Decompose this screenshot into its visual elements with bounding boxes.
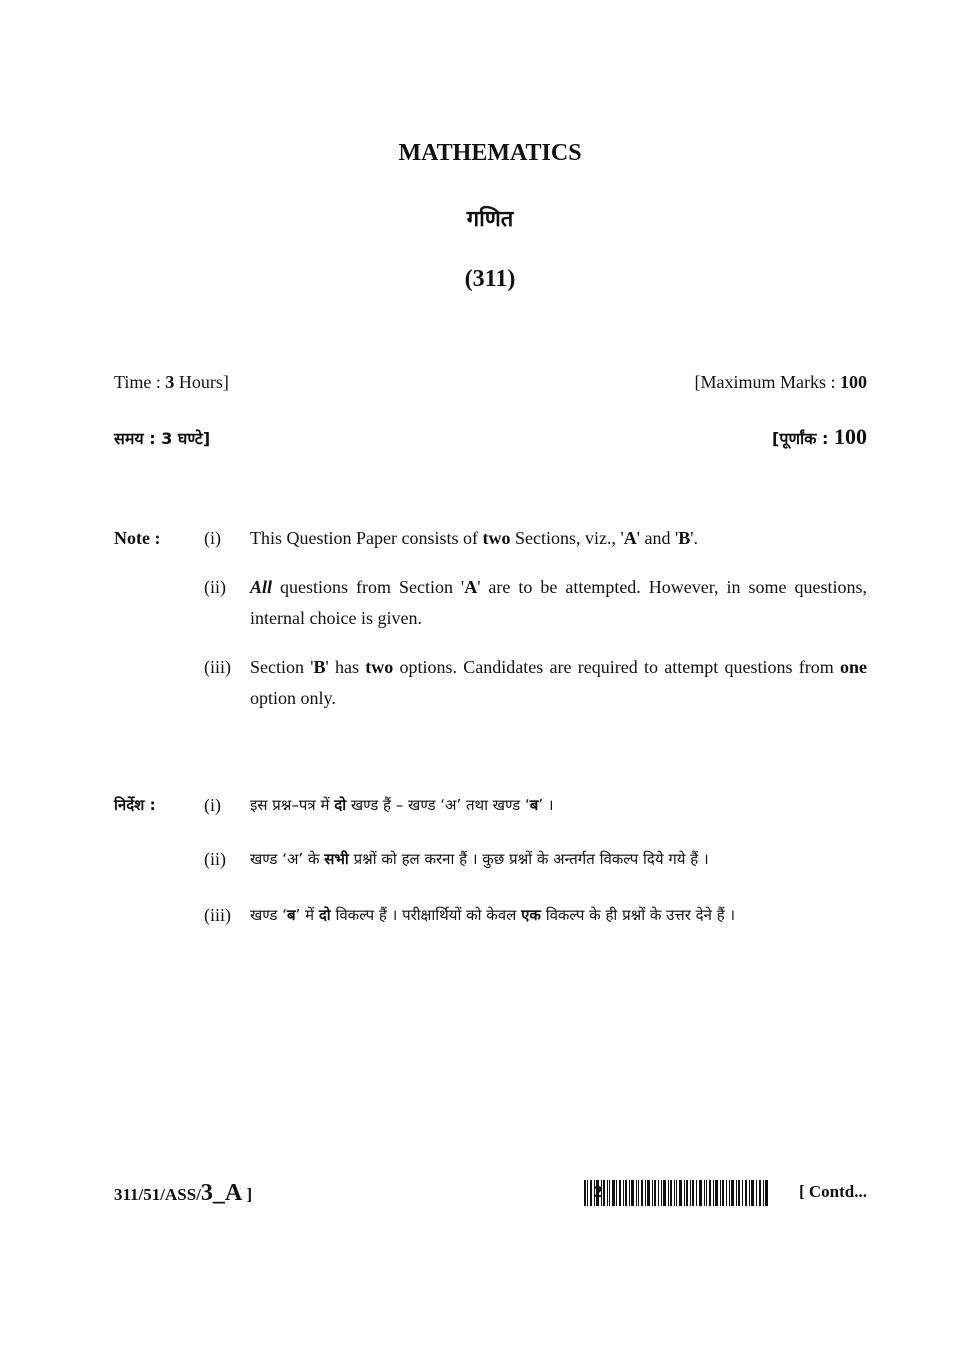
time-marks-row — [114, 372, 867, 393]
time-info: Time : 3 Hours] — [114, 372, 229, 392]
paper-set-code: 311/51/ASS/3_A ] — [114, 1180, 253, 1206]
nirdesh-item: (i) इस प्रश्न–पत्र में दो खण्ड हैं – खण्ड ‘अ’ तथा खण्ड ‘ब’ । — [204, 795, 554, 815]
page-footer — [114, 1176, 867, 1208]
paper-code: (311) — [464, 266, 516, 292]
paper-title: MATHEMATICS — [398, 140, 582, 166]
continued-label: [ Contd... — [798, 1182, 867, 1201]
time-marks-row-hindi — [114, 424, 867, 450]
note-item: (i) This Question Paper consists of two Sections, viz., 'A' and 'B'. — [204, 528, 698, 548]
max-marks-info-hindi: [पूर्णांक : 100 — [772, 424, 867, 449]
note-item: (ii) All questions from Section 'A' are to be attempted. However, in some questions, internal choice is given. — [204, 577, 867, 628]
nirdesh-item: (iii) खण्ड ‘ब’ में दो विकल्प हैं । परीक्षार्थियों को केवल एक विकल्प के ही प्रश्नों के उत्तर देने हैं । — [204, 905, 736, 925]
max-marks-info: [Maximum Marks : 100 — [694, 372, 867, 392]
note-item: (iii) Section 'B' has two options. Candidates are required to attempt questions from one option only. — [204, 657, 868, 708]
time-info-hindi: समय : 3 घण्टे] — [114, 429, 211, 448]
barcode-icon — [584, 1180, 768, 1206]
nirdesh-item: (ii) खण्ड ‘अ’ के सभी प्रश्नों को हल करना हैं । कुछ प्रश्नों के अन्तर्गत विकल्प दिये गये हैं । — [204, 849, 709, 869]
paper-title-hindi: गणित — [466, 207, 514, 232]
note-label: Note : — [114, 528, 161, 548]
nirdesh-label: निर्देश : — [114, 796, 156, 814]
